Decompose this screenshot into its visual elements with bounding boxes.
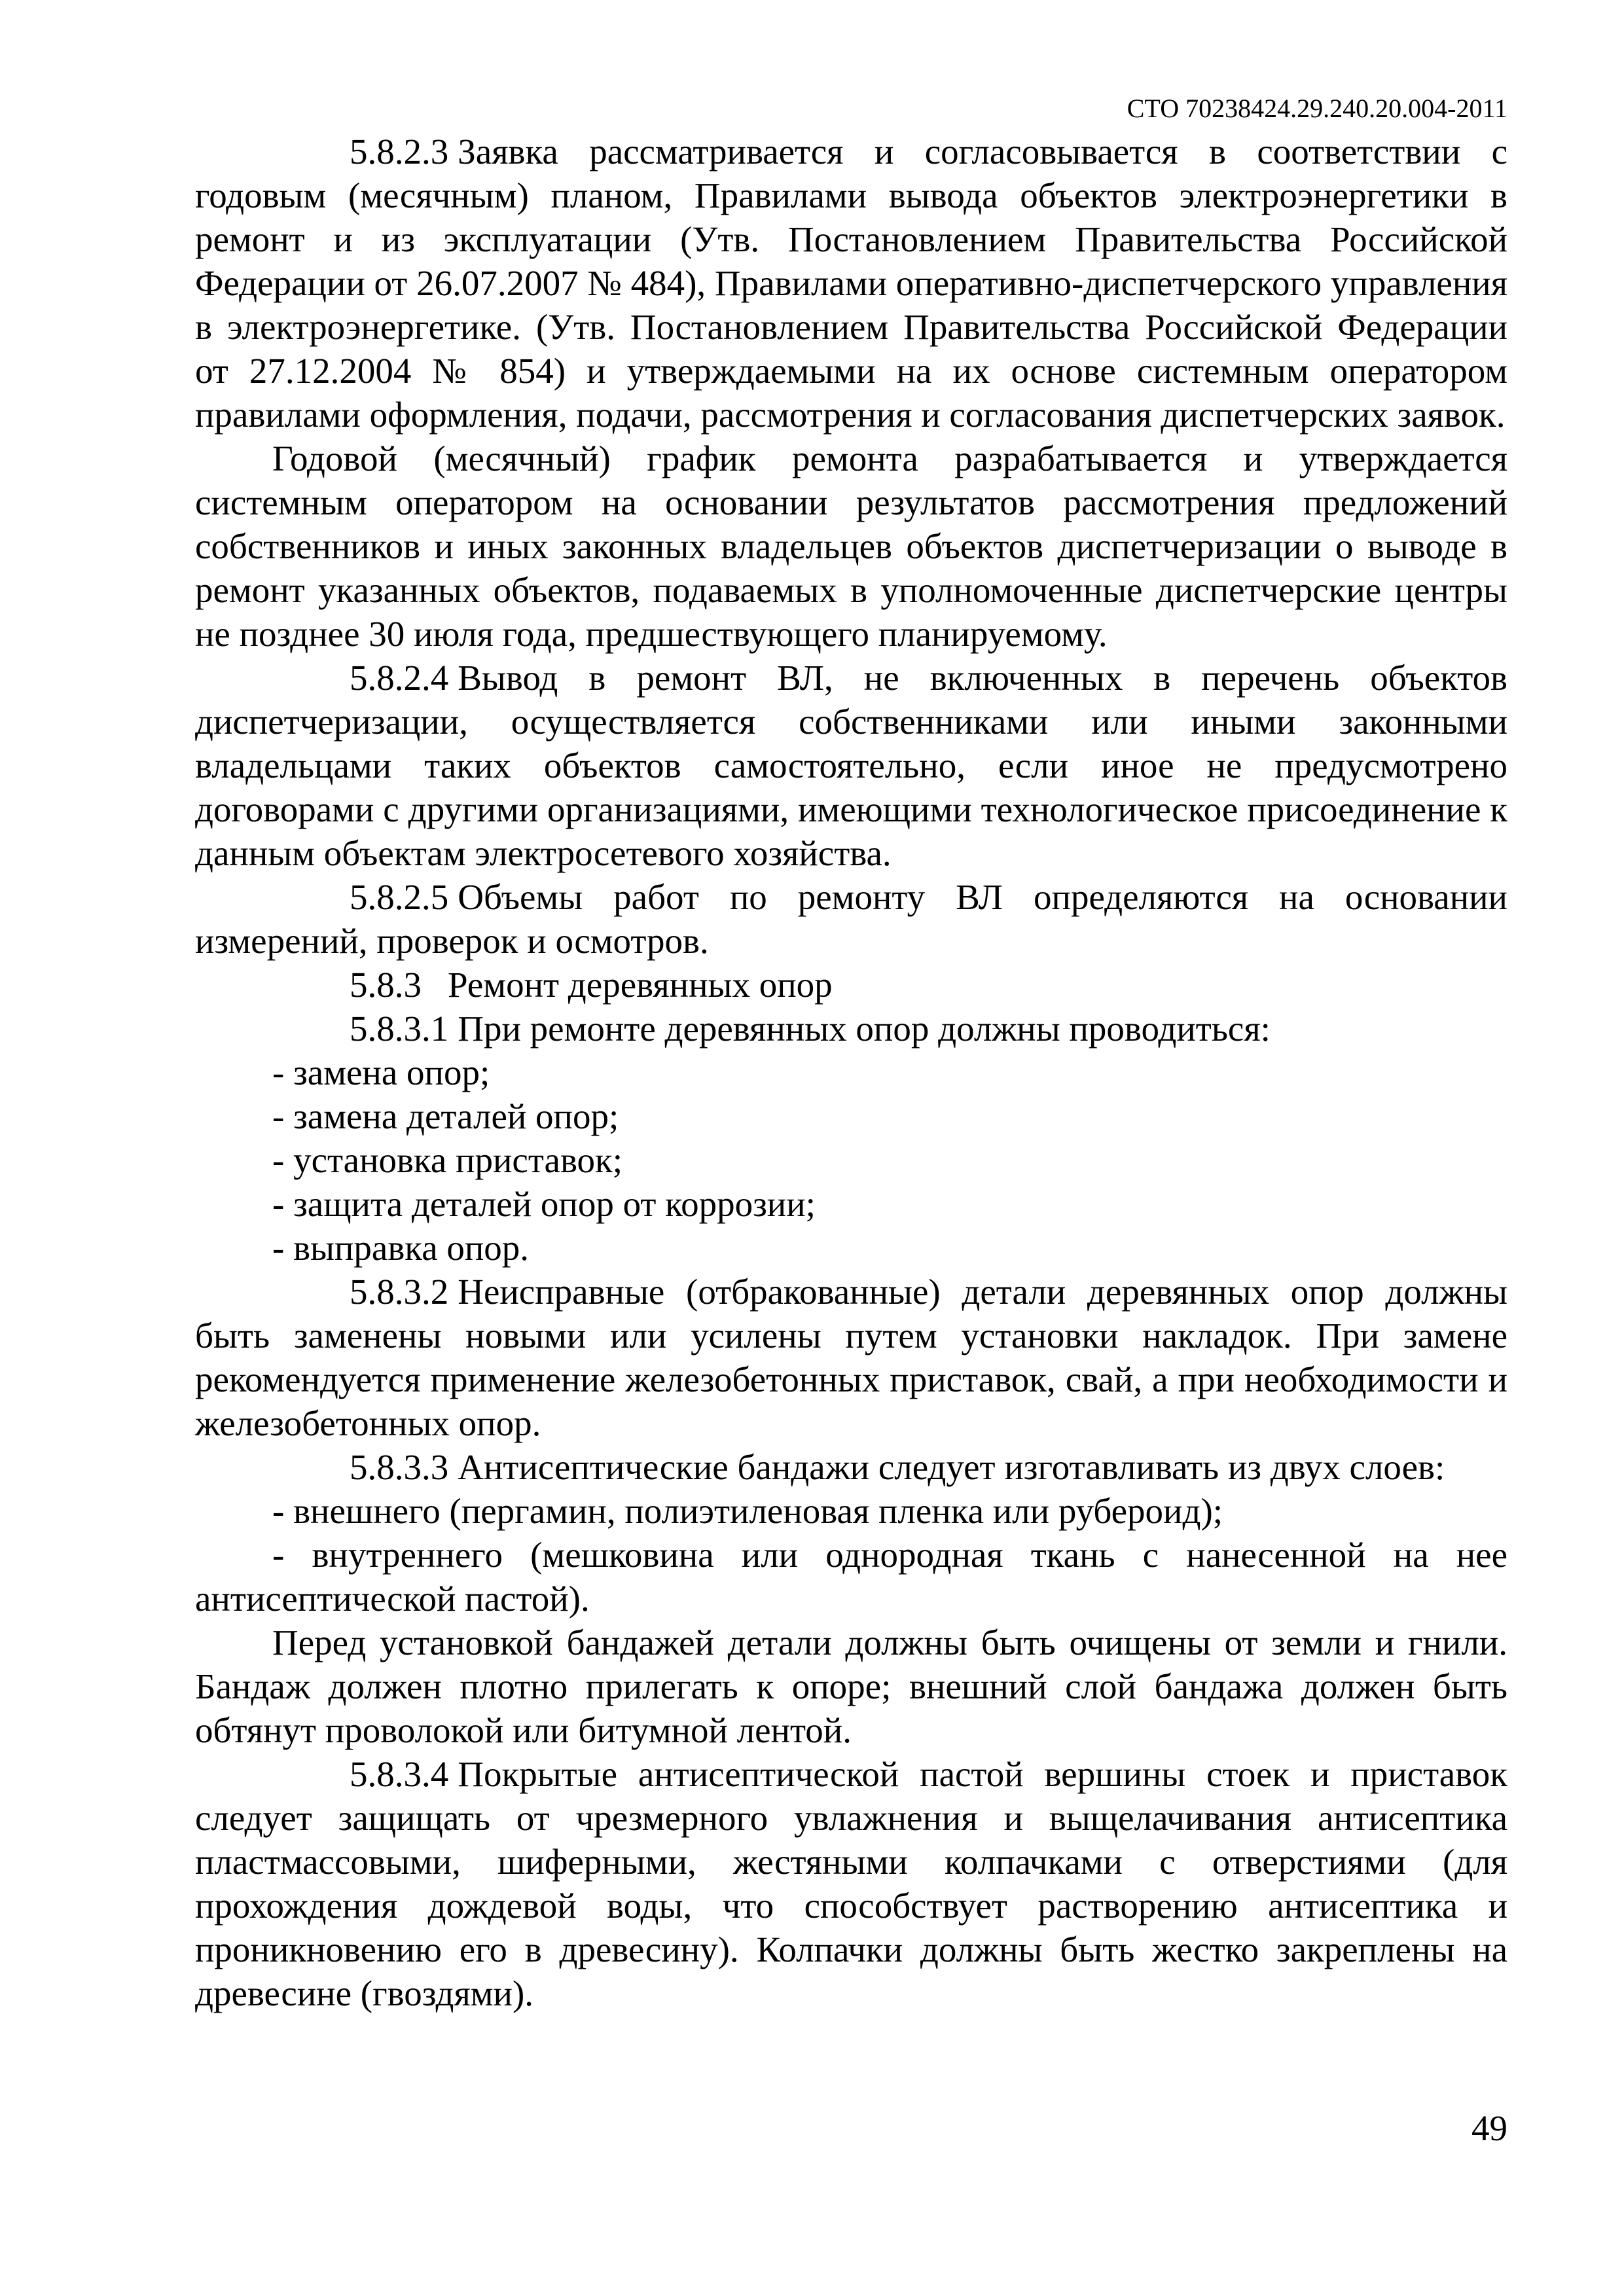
list-item: - внутреннего (мешковина или однородная ткань с нанесенной на нее антисептической пастой). [195,1535,1507,1619]
paragraph-5-8-3-3 [195,1445,1507,1489]
section-number: 5.8.3.2 [350,1272,449,1312]
list-item: - замена деталей опор; [272,1096,619,1136]
paragraph-text: Перед установкой бандажей детали должны быть очищены от земли и гнили. Бандаж должен плотно прилегать к опоре; внешний слой бандажа должен быть обтянут проволокой или битумной лентой. [195,1623,1507,1750]
paragraph-annual-schedule [195,437,1507,656]
paragraph-5-8-3-1 [195,1007,1507,1050]
paragraph-5-8-2-3 [195,130,1507,437]
section-number: 5.8.2.4 [350,658,449,698]
section-number: 5.8.3.1 [350,1009,449,1049]
section-number: 5.8.2.5 [350,877,449,917]
list-item: - выправка опор. [272,1228,530,1268]
document-code: СТО 70238424.29.240.20.004-2011 [1127,94,1507,123]
paragraph-text: Заявка рассматривается и согласовывается в соответствии с годовым (месячным) планом, Правилами вывода объектов электроэнергетики в ремонт и из эксплуатации (Утв. Постановлением Правительства Российской Федерации от 26.07.2007 № 484), Правилами оперативно-диспетчерского управления в электроэнергетике. (Утв. Постановлением Правительства Российской Федерации от 27.12.2004 № 854) и утверждаемыми на их основе системным оператором правилами оформления, подачи, рассмотрения и согласования диспетчерских заявок. [195,132,1507,435]
paragraph-text: При ремонте деревянных опор должны проводиться: [458,1009,1271,1049]
section-heading-5-8-3 [195,963,1507,1007]
paragraph-text: Вывод в ремонт ВЛ, не включенных в перечень объектов диспетчеризации, осуществляется собственниками или иными законными владельцами таких объектов самостоятельно, если иное не предусмотрено договорами с другими организациями, имеющими технологическое присоединение к данным объектам электросетевого хозяйства. [195,658,1507,873]
paragraph-5-8-3-4 [195,1752,1507,2015]
page-body [195,130,1507,2015]
paragraph-text: Объемы работ по ремонту ВЛ определяются на основании измерений, проверок и осмотров. [195,877,1507,961]
paragraph-5-8-2-5 [195,875,1507,963]
list-item: - замена опор; [272,1052,490,1092]
paragraph-5-8-2-4 [195,656,1507,875]
list-item: - установка приставок; [272,1140,623,1180]
list-item: - защита деталей опор от коррозии; [272,1184,816,1224]
paragraph-text: Покрытые антисептической пастой вершины стоек и приставок следует защищать от чрезмерного увлажнения и выщелачивания антисептика пластмассовыми, шиферными, жестяными колпачками с отверстиями (для прохождения дождевой воды, что способствует растворению антисептика и проникновению его в древесину). Колпачки должны быть жестко закреплены на древесине (гвоздями). [195,1754,1507,2013]
paragraph-bandage-preparation [195,1621,1507,1752]
page-number: 49 [1471,2108,1507,2148]
section-title: Ремонт деревянных опор [448,965,833,1005]
section-number: 5.8.3 [350,965,422,1005]
paragraph-text: Антисептические бандажи следует изготавливать из двух слоев: [458,1447,1445,1487]
section-number: 5.8.3.3 [350,1447,449,1487]
list-item: - внешнего (пергамин, полиэтиленовая пленка или рубероид); [272,1491,1223,1531]
paragraph-text: Годовой (месячный) график ремонта разрабатывается и утверждается системным оператором на основании результатов рассмотрения предложений собственников и иных законных владельцев объектов диспетчеризации о выводе в ремонт указанных объектов, подаваемых в уполномоченные диспетчерские центры не позднее 30 июля года, предшествующего планируемому. [195,439,1507,654]
section-number: 5.8.3.4 [350,1754,449,1794]
paragraph-5-8-3-2 [195,1270,1507,1445]
paragraph-text: Неисправные (отбракованные) детали деревянных опор должны быть заменены новыми или усилены путем установки накладок. При замене рекомендуется применение железобетонных приставок, свай, а при необходимости и железобетонных опор. [195,1272,1507,1443]
section-number: 5.8.2.3 [350,132,449,171]
